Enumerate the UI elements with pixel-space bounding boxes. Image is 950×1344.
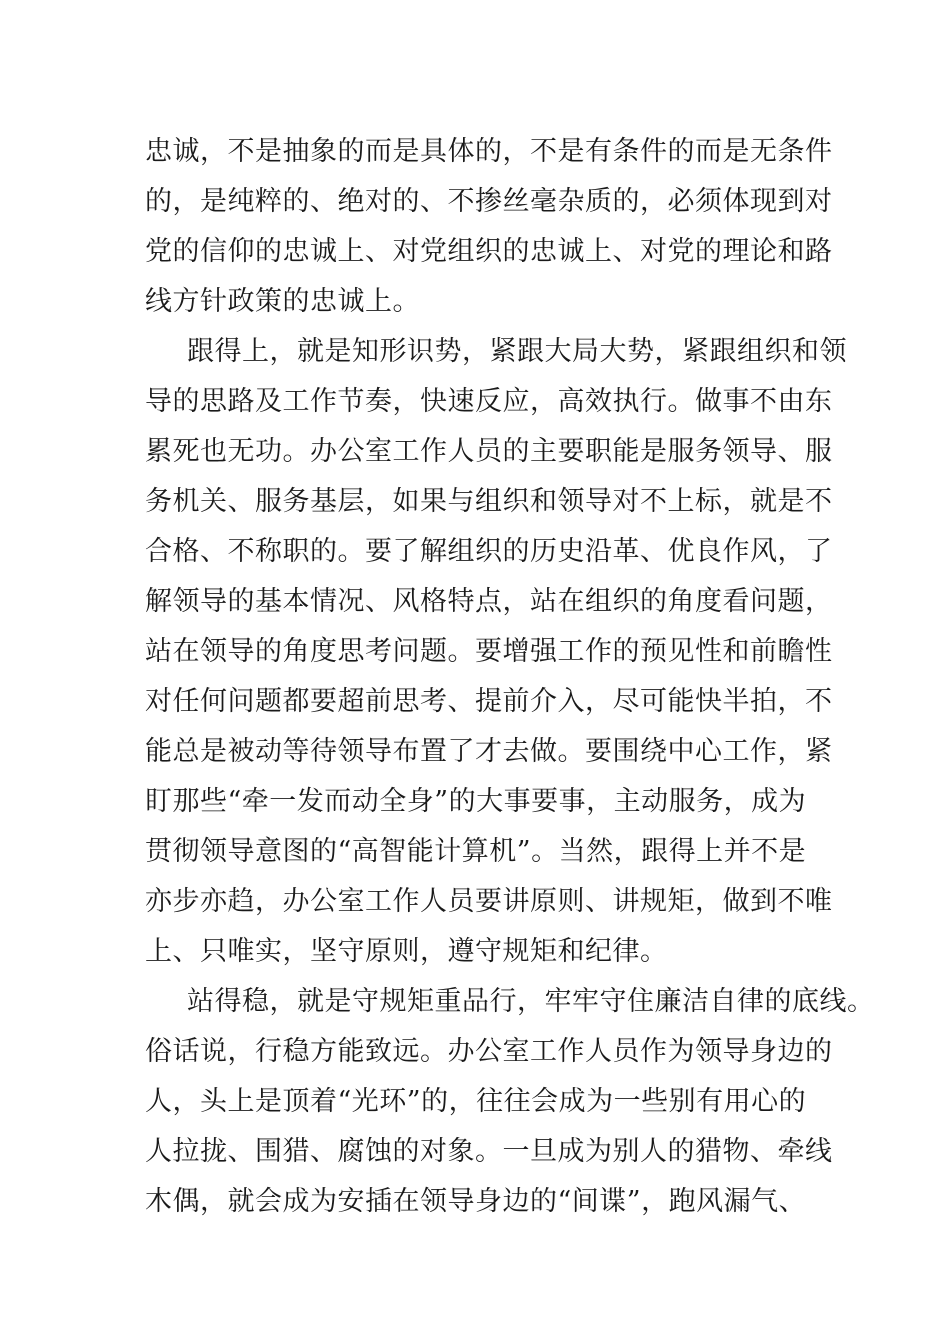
text-line: 人，头上是顶着“光环”的，往往会成为一些别有用心的 bbox=[145, 1086, 807, 1117]
text-line: 俗话说，行稳方能致远。办公室工作人员作为领导身边的 bbox=[145, 1036, 833, 1067]
text-line: 贯彻领导意图的“高智能计算机”。当然，跟得上并不是 bbox=[145, 836, 807, 867]
paragraph-start-line: 跟得上，就是知形识势，紧跟大局大势，紧跟组织和领 bbox=[187, 336, 847, 367]
text-line: 导的思路及工作节奏，快速反应，高效执行。做事不由东 bbox=[145, 386, 833, 417]
text-line: 务机关、服务基层，如果与组织和领导对不上标，就是不 bbox=[145, 486, 833, 517]
text-line: 解领导的基本情况、风格特点，站在组织的角度看问题， bbox=[145, 586, 833, 617]
text-line: 木偶，就会成为安插在领导身边的“间谍”，跑风漏气、 bbox=[145, 1186, 807, 1217]
text-line: 累死也无功。办公室工作人员的主要职能是服务领导、服 bbox=[145, 436, 833, 467]
paragraph-start-line: 站得稳，就是守规矩重品行，牢牢守住廉洁自律的底线。 bbox=[187, 986, 875, 1017]
text-line: 盯那些“牵一发而动全身”的大事要事，主动服务，成为 bbox=[145, 786, 807, 817]
text-line: 亦步亦趋，办公室工作人员要讲原则、讲规矩，做到不唯 bbox=[145, 886, 833, 917]
text-line: 对任何问题都要超前思考、提前介入，尽可能快半拍，不 bbox=[145, 686, 833, 717]
text-line: 站在领导的角度思考问题。要增强工作的预见性和前瞻性 bbox=[145, 636, 833, 667]
text-line: 线方针政策的忠诚上。 bbox=[145, 286, 420, 317]
text-line: 合格、不称职的。要了解组织的历史沿革、优良作风，了 bbox=[145, 536, 833, 567]
text-line: 人拉拢、围猎、腐蚀的对象。一旦成为别人的猎物、牵线 bbox=[145, 1136, 833, 1167]
text-line: 的，是纯粹的、绝对的、不掺丝毫杂质的，必须体现到对 bbox=[145, 186, 833, 217]
text-line: 忠诚，不是抽象的而是具体的，不是有条件的而是无条件 bbox=[145, 136, 833, 167]
text-line: 党的信仰的忠诚上、对党组织的忠诚上、对党的理论和路 bbox=[145, 236, 833, 267]
text-line: 能总是被动等待领导布置了才去做。要围绕中心工作，紧 bbox=[145, 736, 833, 767]
text-line: 上、只唯实，坚守原则，遵守规矩和纪律。 bbox=[145, 936, 668, 967]
